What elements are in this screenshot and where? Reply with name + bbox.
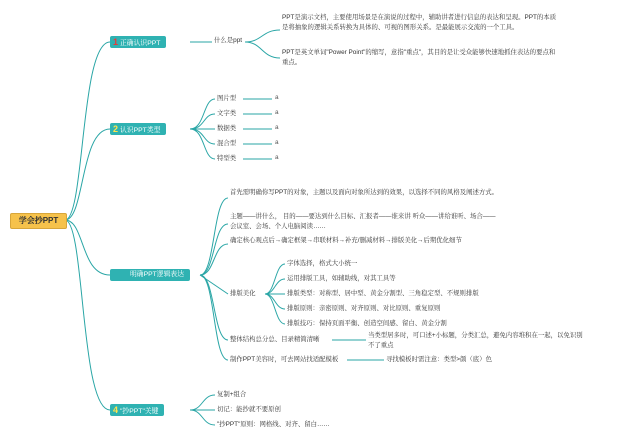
node-type-special-mark[interactable]: a [275,154,279,161]
node-layout-types[interactable]: 排版类型：对称型、居中型、黄金分割型、三角稳定型、不规则排版 [287,290,479,297]
branch-4-number: 4 [113,405,119,415]
node-layout-beautify[interactable]: 排版美化 [230,290,256,297]
branch-1-node[interactable] [110,36,166,48]
node-layout-skills[interactable]: 排版技巧：保持页面平衡、创造空间感、留白、黄金分割 [287,320,447,327]
node-type-mixed-mark[interactable]: a [275,139,279,146]
node-type-data[interactable]: 数据类 [217,125,237,132]
branch-1-label: 正确认识PPT [120,40,161,47]
branch-4-node[interactable] [110,404,164,416]
node-target-audience[interactable]: 首先需明确你写PPT的对象，主题以及面向对象所达到的效果，以选择不同的风格及阐述方式。 [230,189,499,196]
node-type-special[interactable]: 特型类 [217,155,237,162]
branch-2-number: 2 [113,124,119,134]
node-ppt-definition-1[interactable]: PPT是演示文档，主要使用场景是在演说的过程中，辅助讲者进行信息的表达和呈现。PPT的本质是将抽象的逻辑关系转换为具体的、可视的图形关系。是最能展示交流的一个工具。 [282,14,557,31]
node-layout-principles[interactable]: 排版原则：亲密原则、对齐原则、对比原则、重复原则 [287,305,441,312]
node-type-text[interactable]: 文字类 [217,110,237,117]
node-no-original[interactable]: 切记：能抄就不要原创 [217,406,281,413]
node-what-is-ppt[interactable]: 什么是ppt [214,37,243,44]
node-type-image[interactable]: 图片型 [217,95,237,102]
node-copy-principles[interactable]: "抄PPT"原则：网格线、对齐、留白…… [217,421,330,428]
branch-2-node[interactable] [110,123,166,135]
node-template-site[interactable]: 制作PPT美容时，可去网站找适配模板 [230,356,339,363]
branch-1-number: 1 [113,37,119,47]
node-template-detail[interactable]: 寻找模板时需注意：类型>颜（底）色 [386,356,492,363]
node-structure[interactable]: 整体结构总分总、目录精简清晰 [230,336,320,343]
node-layout-tools[interactable]: 运用排版工具，如辅助线，对其工具等 [287,275,396,282]
node-layout-font[interactable]: 字体选择，格式大小统一 [287,260,358,267]
node-type-data-mark[interactable]: a [275,124,279,131]
node-type-image-mark[interactable]: a [275,94,279,101]
node-workflow[interactable]: 确定核心观点后→确定框架→串联材料→补充/删减材料→排版美化→后期优化细节 [230,237,462,244]
node-type-mixed[interactable]: 混合型 [217,140,237,147]
node-structure-detail[interactable]: 当类型居多时，可口述+小标题，分类汇总，避免内容堆积在一起，以免识别不了重点 [368,332,583,349]
node-copy-combine[interactable]: 复制+组合 [217,391,247,398]
branch-2-label: 认识PPT类型 [120,127,161,134]
branch-3-node[interactable] [110,269,190,281]
node-theme-purpose[interactable]: 主题——讲什么， 目的——要达到什么目标、汇报者——谁来讲 听众——讲给谁听、场合——会议室、会场、个人电脑阅读…… [230,213,496,230]
branch-4-label: "抄PPT"关键 [120,408,159,415]
node-ppt-definition-2[interactable]: PPT是英文单词"Power Point"的缩写，意指"重点"，其目的是让受众能够快速地抓住表达的要点和重点。 [282,49,556,66]
branch-3-label: 明确PPT逻辑表达 [130,271,184,278]
node-type-text-mark[interactable]: a [275,109,279,116]
root-node[interactable]: 学会抄PPT [10,213,67,229]
